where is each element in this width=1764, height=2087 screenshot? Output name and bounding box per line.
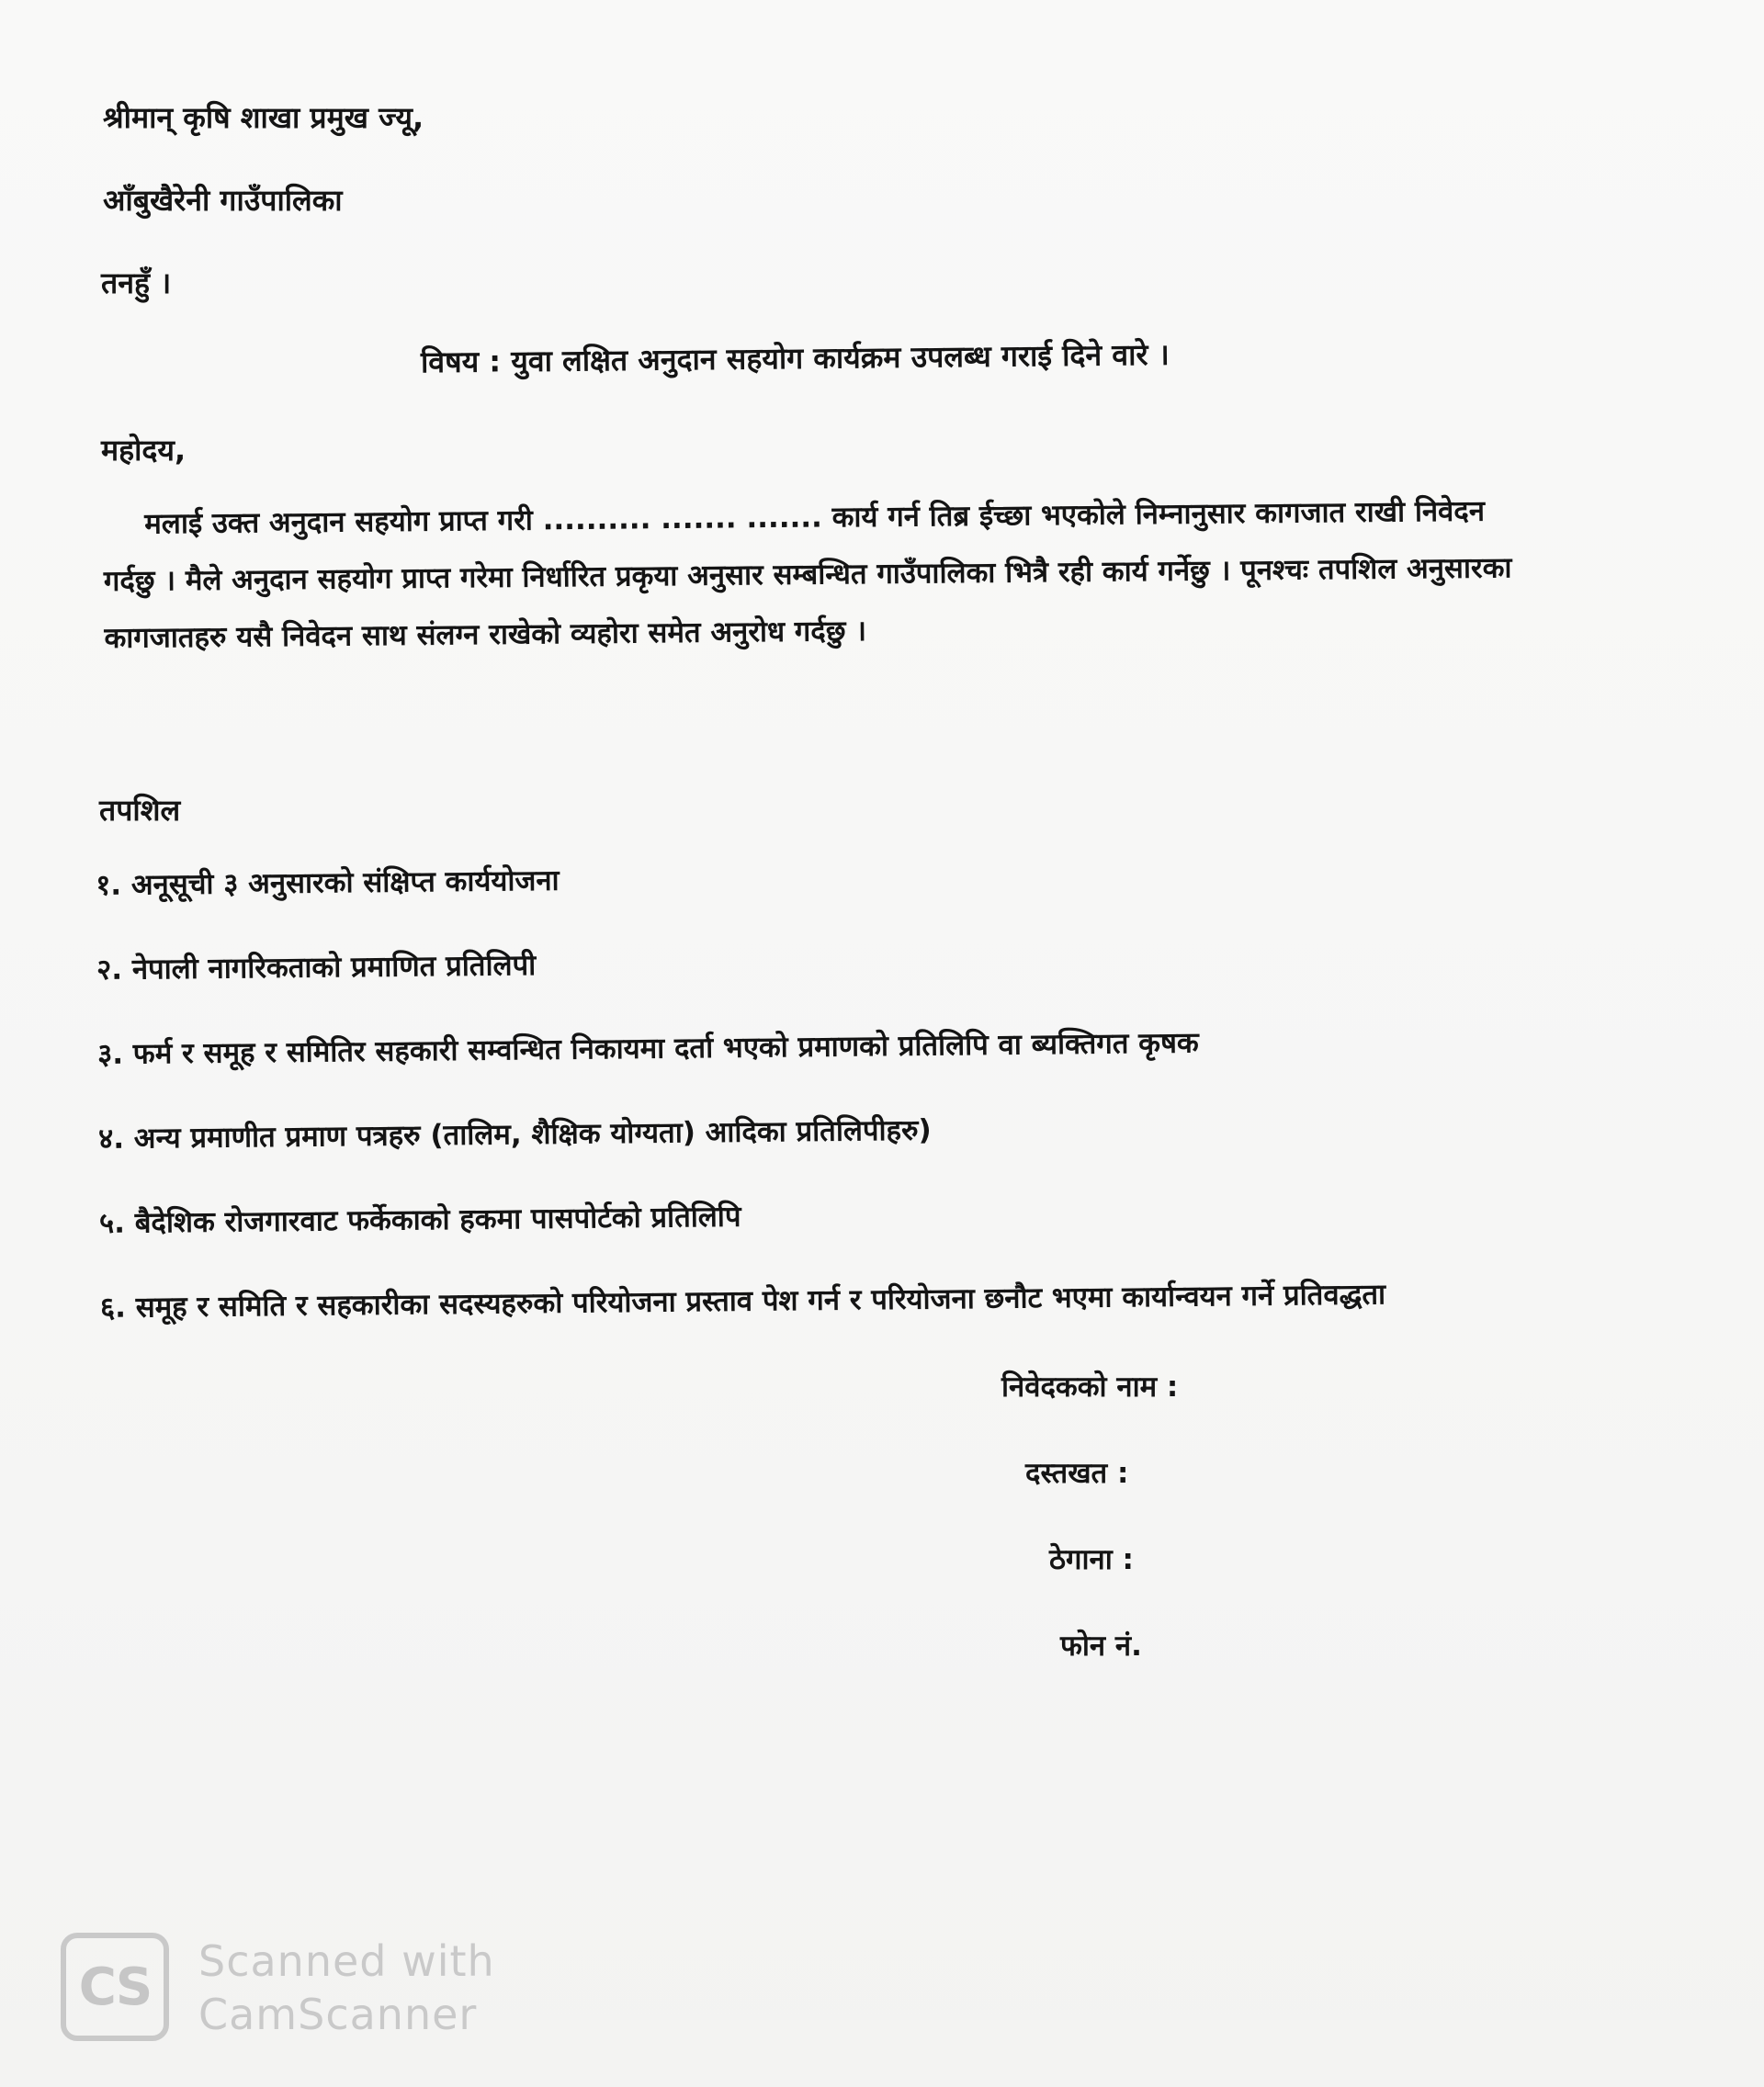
- list-item: २. नेपाली नागरिकताको प्रमाणित प्रतिलिपी: [96, 948, 537, 987]
- address-label: ठेगाना :: [1049, 1543, 1134, 1576]
- camscanner-watermark: [61, 1933, 520, 2052]
- recipient-district: तनहुँ ।: [101, 265, 172, 300]
- salutation: महोदय,: [101, 433, 187, 468]
- recipient-title: श्रीमान् कृषि शाखा प्रमुख ज्यू,: [103, 100, 424, 135]
- camscanner-logo-icon: CS: [61, 1933, 169, 2041]
- watermark-line-2: CamScanner: [198, 1990, 478, 2039]
- list-item: ५. बैदेशिक रोजगारवाट फर्केकाको हकमा पासपोर्टको प्रतिलिपि: [98, 1200, 741, 1240]
- watermark-text: [198, 1935, 495, 2041]
- signature-block: [1001, 1369, 1178, 1714]
- watermark-line-1: Scanned with: [198, 1936, 495, 1986]
- applicant-name-label: निवेदकको नाम :: [1001, 1371, 1179, 1404]
- tapshil-heading: तपशिल: [99, 793, 181, 828]
- tapshil-list: [96, 853, 1386, 1374]
- letter-subject: विषय : युवा लक्षित अनुदान सहयोग कार्यक्रम उपलब्ध गराई दिने वारे ।: [420, 336, 1170, 380]
- phone-label: फोन नं.: [1060, 1630, 1142, 1663]
- signature-label: दस्तखत :: [1025, 1457, 1129, 1490]
- list-item: ६. समूह र समिति र सहकारीका सदस्यहरुको परियोजना प्रस्ताव पेश गर्न र परियोजना छनौट भएमा कार्यान्वयन गर्ने प्रतिवद्धता: [99, 1278, 1386, 1325]
- recipient-office: आँबुखैरेनी गाउँपालिका: [103, 183, 343, 218]
- letter-body: मलाई उक्त अनुदान सहयोग प्राप्त गरी .......... ....... ....... कार्य गर्न तिब्र ईच्छा भएकोले निम्नानुसार कागजात राखी निवेदन गर्दछु । मैले अनुदान सहयोग प्राप्त गरेमा निर्धारित प्रकृया अनुसार सम्बन्धित गाउँपालिका भित्रै रही कार्य गर्नेछु । पूनश्चः तपशिल अनुसारका कागजातहरु यसै निवेदन साथ संलग्न राखेको व्यहोरा समेत अनुरोध गर्दछु ।: [103, 494, 1512, 655]
- list-item: ३. फर्म र समूह र समितिर सहकारी सम्वन्धित निकायमा दर्ता भएको प्रमाणको प्रतिलिपि वा ब्यक्तिगत कृषक: [96, 1026, 1199, 1071]
- list-item: ४. अन्य प्रमाणीत प्रमाण पत्रहरु (तालिम, शैक्षिक योग्यता) आदिका प्रतिलिपीहरु): [97, 1113, 932, 1156]
- list-item: १. अनूसूची ३ अनुसारको संक्षिप्त कार्ययोजना: [96, 863, 560, 902]
